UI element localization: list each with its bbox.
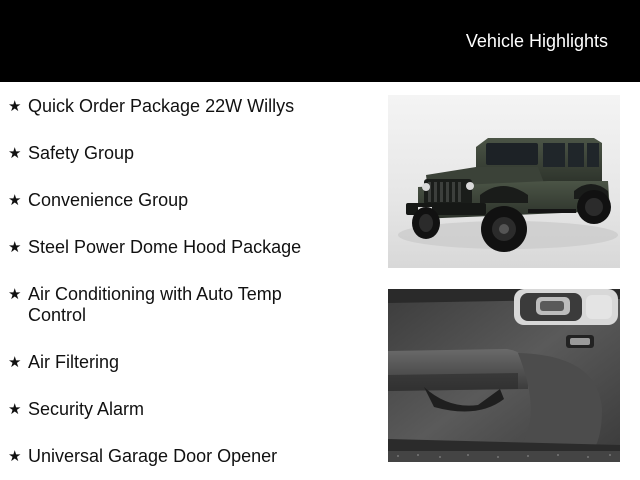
feature-label: Safety Group: [28, 143, 135, 163]
feature-label: Universal Garage Door Opener: [28, 446, 278, 466]
feature-label: Air Filtering: [28, 352, 120, 372]
list-item: [8, 143, 338, 164]
list-item: [8, 399, 338, 420]
jeep-exterior-photo: [388, 95, 620, 268]
star-icon: ★: [8, 239, 22, 256]
star-icon: ★: [8, 448, 22, 465]
feature-label: Air Conditioning with Auto Temp Control: [28, 284, 282, 325]
star-icon: ★: [8, 286, 22, 303]
star-icon: ★: [8, 401, 22, 418]
door-panel-photo: [388, 289, 620, 462]
feature-label: Convenience Group: [28, 190, 189, 210]
star-icon: ★: [8, 145, 22, 162]
star-icon: ★: [8, 192, 22, 209]
list-item: [8, 96, 338, 117]
feature-label: Steel Power Dome Hood Package: [28, 237, 302, 257]
feature-label: Security Alarm: [28, 399, 145, 419]
list-item: [8, 237, 338, 258]
jeep-exterior-icon: [388, 95, 620, 268]
page-title: Vehicle Highlights: [465, 31, 608, 51]
list-item: [8, 284, 308, 326]
star-icon: ★: [8, 98, 22, 115]
list-item: [8, 446, 338, 467]
list-item: [8, 352, 338, 373]
door-panel-icon: [388, 289, 620, 462]
list-item: [8, 190, 338, 211]
star-icon: ★: [8, 354, 22, 371]
feature-label: Quick Order Package 22W Willys: [28, 96, 295, 116]
